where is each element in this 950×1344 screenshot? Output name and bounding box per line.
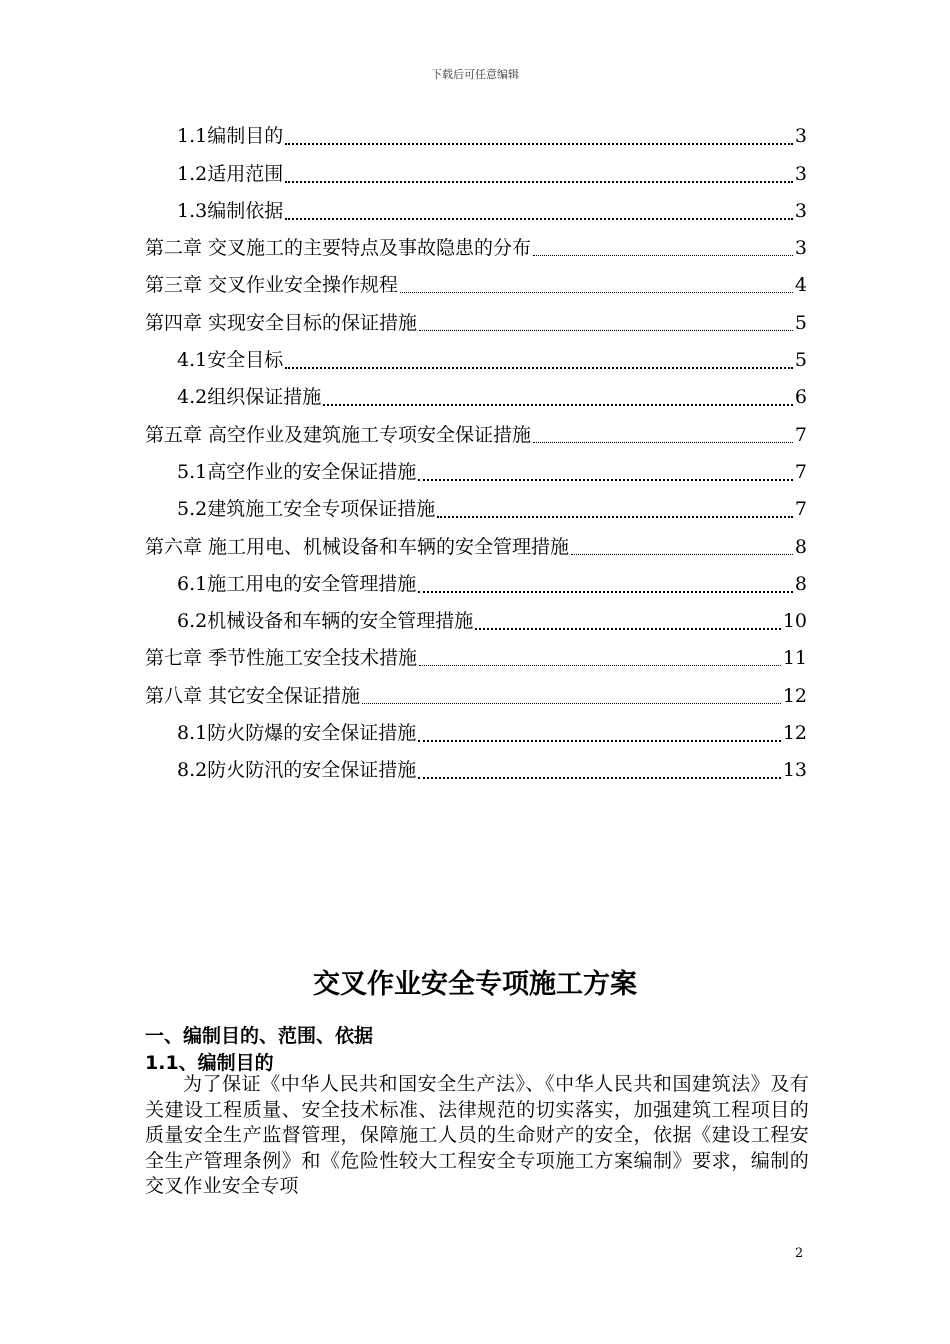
toc-entry-title: 6.2机械设备和车辆的安全管理措施 [177,610,474,633]
table-of-contents [145,118,807,789]
body-paragraph: 为了保证《中华人民共和国安全生产法》、《中华人民共和国建筑法》及有关建设工程质量、安全技术标准、法律规范的切实落实，加强建筑工程项目的质量安全生产监督管理，保障施工人员的生命财产的安全，依据《建设工程安全生产管理条例》和《危险性较大工程安全专项施工方案编制》要求，编制的交叉作业安全专项 [145,1073,809,1197]
toc-entry[interactable] [145,304,807,341]
toc-leader-dots [437,515,793,518]
toc-leader-dots [418,590,793,593]
toc-entry-title: 第八章 其它安全保证措施 [145,684,361,707]
toc-entry-page: 13 [782,759,807,782]
toc-entry[interactable] [145,715,807,752]
toc-entry-page: 5 [794,349,807,372]
toc-entry[interactable] [145,230,807,267]
toc-leader-dots [475,627,781,630]
toc-entry-page: 8 [794,535,807,558]
toc-entry-page: 5 [794,311,807,334]
toc-entry[interactable] [145,267,807,304]
toc-entry-page: 10 [782,610,807,633]
toc-entry-title: 4.2组织保证措施 [177,386,322,409]
toc-entry-page: 7 [794,498,807,521]
toc-leader-dots [533,254,793,256]
toc-leader-dots [285,180,793,183]
toc-entry[interactable] [145,491,807,528]
toc-entry[interactable] [145,342,807,379]
toc-entry-title: 4.1安全目标 [177,349,284,372]
toc-entry-title: 5.1高空作业的安全保证措施 [177,460,417,483]
toc-leader-dots [418,478,793,481]
toc-entry[interactable] [145,155,807,192]
toc-leader-dots [285,142,793,145]
toc-entry[interactable] [145,566,807,603]
toc-entry-title: 5.2建筑施工安全专项保证措施 [177,498,436,521]
toc-leader-dots [418,776,781,779]
toc-entry-page: 3 [794,125,807,148]
toc-entry[interactable] [145,193,807,230]
toc-entry-title: 6.1施工用电的安全管理措施 [177,572,417,595]
toc-entry-page: 12 [782,684,807,707]
toc-entry-page: 4 [794,274,807,297]
toc-leader-dots [285,366,793,369]
toc-entry-page: 7 [794,423,807,446]
toc-entry[interactable] [145,416,807,453]
toc-entry-title: 第二章 交叉施工的主要特点及事故隐患的分布 [145,237,532,260]
toc-entry-page: 12 [782,722,807,745]
toc-entry-title: 1.3编制依据 [177,199,284,222]
toc-entry-page: 3 [794,162,807,185]
toc-leader-dots [418,739,781,742]
toc-leader-dots [533,441,793,443]
toc-leader-dots [285,217,793,220]
toc-leader-dots [419,329,793,331]
toc-entry-page: 6 [794,386,807,409]
toc-entry-title: 1.2适用范围 [177,162,284,185]
toc-leader-dots [419,664,781,666]
toc-entry-title: 第六章 施工用电、机械设备和车辆的安全管理措施 [145,535,570,558]
toc-entry-title: 第三章 交叉作业安全操作规程 [145,274,399,297]
subsection-heading: 1.1、编制目的 [145,1052,274,1074]
toc-entry[interactable] [145,752,807,789]
toc-entry[interactable] [145,528,807,565]
toc-entry-title: 1.1编制目的 [177,125,284,148]
toc-entry[interactable] [145,640,807,677]
page-number: 2 [795,1246,804,1261]
toc-entry[interactable] [145,603,807,640]
toc-entry-title: 第四章 实现安全目标的保证措施 [145,311,418,334]
document-title: 交叉作业安全专项施工方案 [313,969,637,1000]
toc-leader-dots [362,702,781,704]
toc-entry-page: 11 [782,647,807,670]
page-header: 下载后可任意编辑 [431,68,519,81]
section-heading: 一、编制目的、范围、依据 [145,1025,374,1047]
toc-entry[interactable] [145,454,807,491]
toc-entry-title: 第七章 季节性施工安全技术措施 [145,647,418,670]
toc-entry-title: 8.2防火防汛的安全保证措施 [177,759,417,782]
toc-entry-page: 8 [794,572,807,595]
toc-leader-dots [400,291,793,293]
toc-entry-page: 3 [794,199,807,222]
toc-entry-page: 3 [794,237,807,260]
toc-leader-dots [323,403,793,406]
toc-leader-dots [571,553,793,555]
toc-entry-page: 7 [794,460,807,483]
toc-entry[interactable] [145,379,807,416]
toc-entry-title: 8.1防火防爆的安全保证措施 [177,722,417,745]
toc-entry[interactable] [145,118,807,155]
toc-entry-title: 第五章 高空作业及建筑施工专项安全保证措施 [145,423,532,446]
toc-entry[interactable] [145,677,807,714]
